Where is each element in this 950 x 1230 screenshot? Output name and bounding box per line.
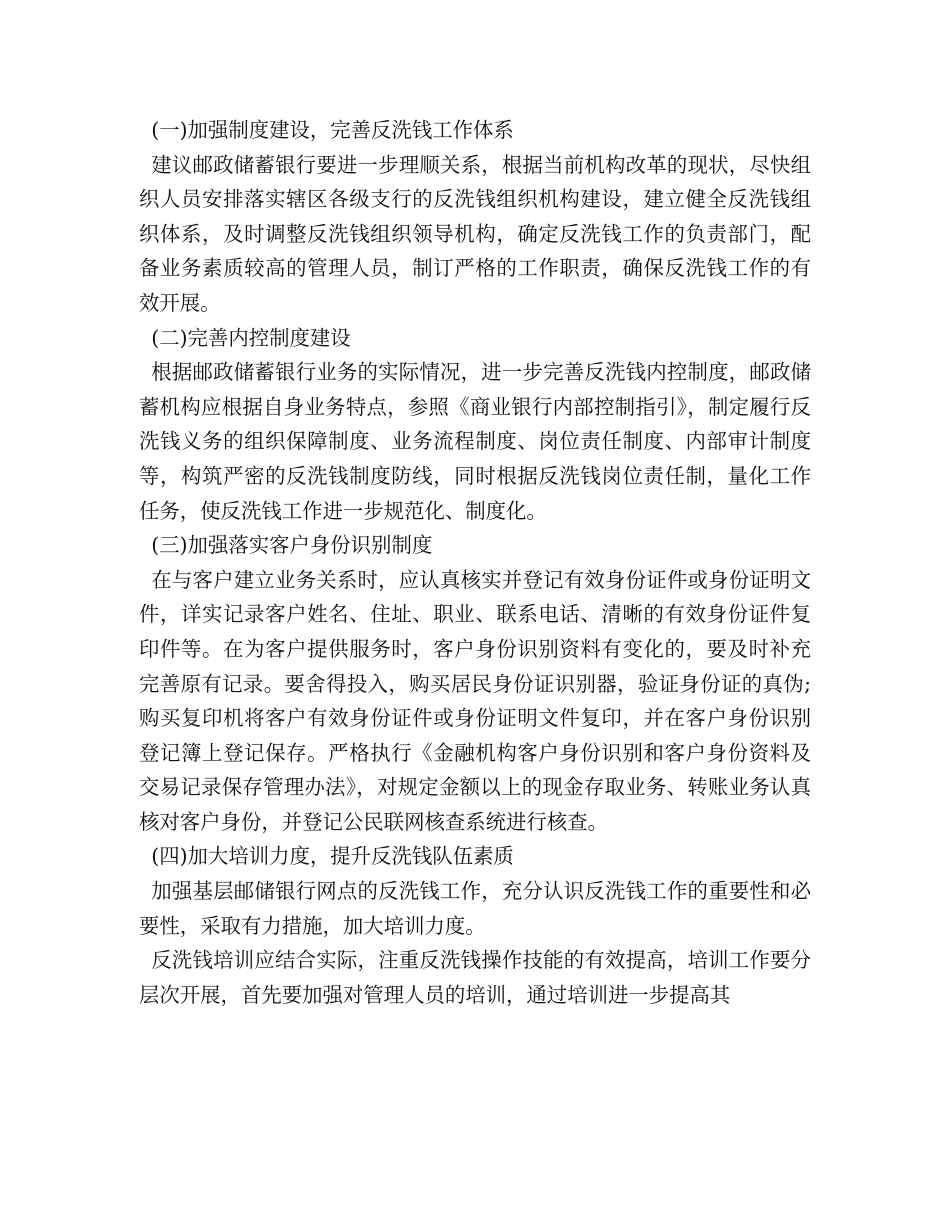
paragraph-4: 加强基层邮储银行网点的反洗钱工作，充分认识反洗钱工作的重要性和必要性，采取有力措施，加大培训力度。 [139, 879, 811, 938]
section-heading-1: (一)加强制度建设，完善反洗钱工作体系 [151, 118, 514, 142]
section-heading-4: (四)加大培训力度，提升反洗钱队伍素质 [151, 844, 514, 869]
paragraph-3: 在与客户建立业务关系时，应认真核实并登记有效身份证件或身份证明文件，详实记录客户姓名、住址、职业、联系电话、清晰的有效身份证件复印件等。在为客户提供服务时，客户身份识别资料有变化的，要及时补充完善原有记录。要舍得投入，购买居民身份证识别器，验证身份证的真伪;购买复印机将客户有效身份证件或身份证明文件复印，并在客户身份识别登记簿上登记保存。严格执行《金融机构客户身份识别和客户身份资料及交易记录保存管理办法》，对规定金额以上的现金存取业务、转账业务认真核对客户身份，并登记公民联网核查系统进行核查。 [139, 567, 811, 834]
section-heading-3: (三)加强落实客户身份识别制度 [151, 533, 433, 558]
paragraph-5: 反洗钱培训应结合实际，注重反洗钱操作技能的有效提高，培训工作要分层次开展，首先要加强对管理人员的培训，通过培训进一步提高其 [139, 948, 811, 1007]
paragraph-2: 根据邮政储蓄银行业务的实际情况，进一步完善反洗钱内控制度，邮政储蓄机构应根据自身业务特点，参照《商业银行内部控制指引》，制定履行反洗钱义务的组织保障制度、业务流程制度、岗位责任制度、内部审计制度等，构筑严密的反洗钱制度防线，同时根据反洗钱岗位责任制，量化工作任务，使反洗钱工作进一步规范化、制度化。 [139, 360, 811, 523]
document-body [139, 113, 811, 1012]
paragraph-1: 建议邮政储蓄银行要进一步理顺关系，根据当前机构改革的现状，尽快组织人员安排落实辖区各级支行的反洗钱组织机构建设，建立健全反洗钱组织体系，及时调整反洗钱组织领导机构，确定反洗钱工作的负责部门，配备业务素质较高的管理人员，制订严格的工作职责，确保反洗钱工作的有效开展。 [139, 152, 811, 315]
section-heading-2: (二)完善内控制度建设 [151, 325, 351, 350]
